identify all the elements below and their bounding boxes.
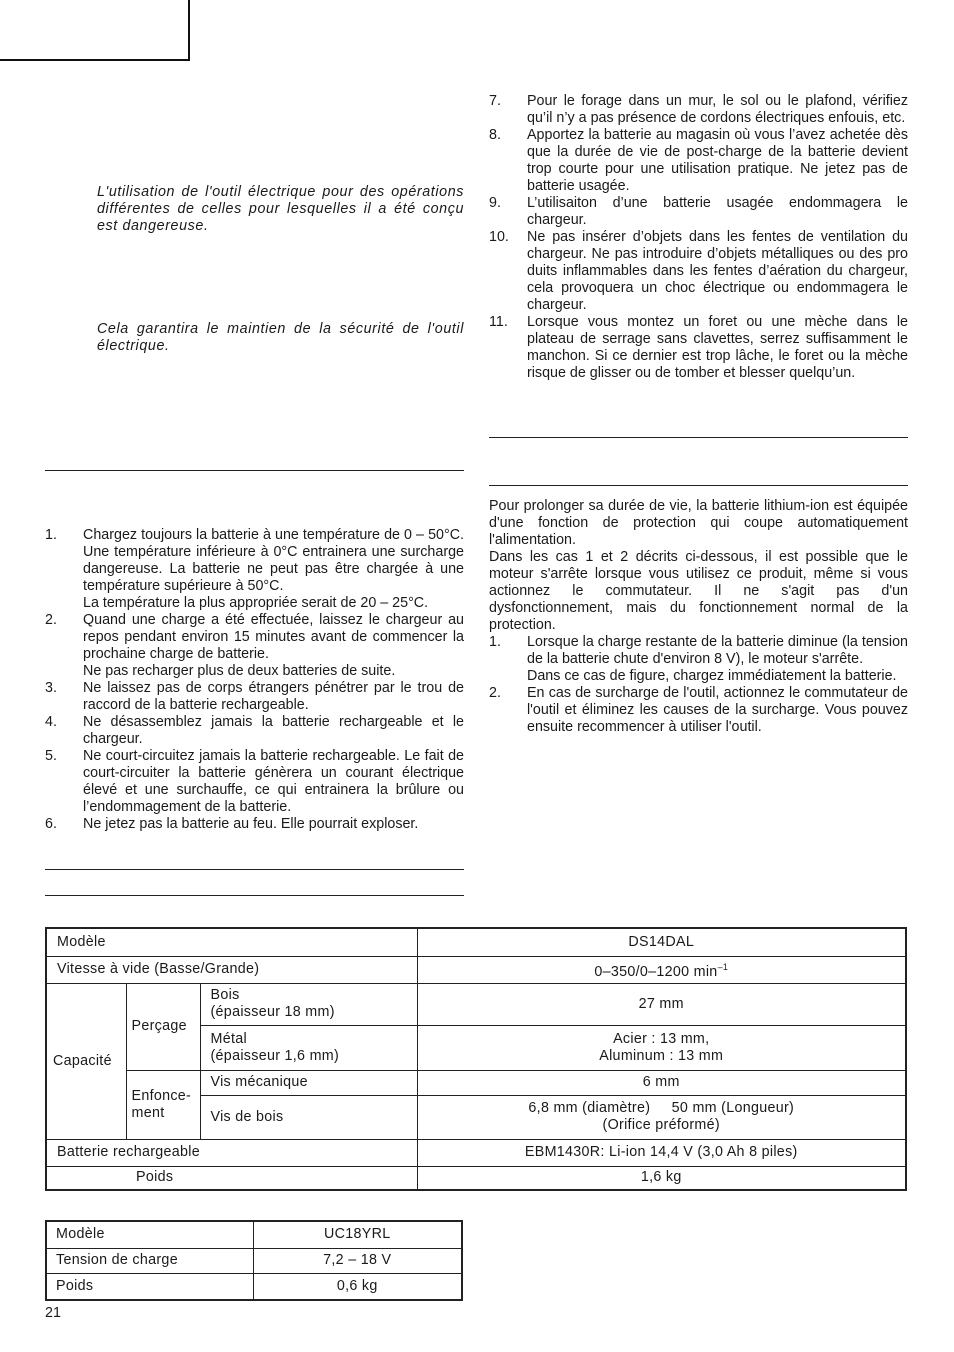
list-item: 1. Chargez toujours la batterie à une température de 0 – 50°C. Une température inférieure à 0°C entrainera une surcharge dangereuse. La batterie ne peut pas être chargée à une température supérieure à 50°C. La température la plus appropriée serait de 20 – 25°C. (45, 527, 464, 611)
list-item: 10. Ne pas insérer d’objets dans les fentes de ventilation du chargeur. Ne pas introduire d’objets métalliques ou des pro duits inflammables dans les fentes d’aération du chargeur, cela provoquera un choc électrique ou endommagera le chargeur. (489, 229, 908, 313)
list-item: 11. Lorsque vous montez un foret ou une mèche dans le plateau de serrage sans clavettes, serrez suffisamment le manchon. Si ce dernier est trop lâche, le foret ou la mèche risque de glisser ou de tomber et blesser quelqu’un. (489, 314, 908, 381)
page-number: 21 (45, 1305, 61, 1321)
tool-spec-table (45, 927, 907, 1191)
table-row: Modèle UC18YRL (46, 1221, 462, 1248)
table-row: Poids 0,6 kg (46, 1273, 462, 1300)
note-text: Cela garantira le maintien de la sécurité de l'outil électrique. (97, 321, 464, 354)
table-row: Tension de charge 7,2 – 18 V (46, 1248, 462, 1273)
protection-para-2: Dans les cas 1 et 2 décrits ci-dessous, il est possible que le moteur s'arrête lorsque vous utilisez ce produit, même si vous actionnez le commutateur. Il ne s'agit pas d'un dysfonctionnement, mais du fonctionnement normal de la protection. (489, 549, 908, 633)
table-row: Enfonce- ment Vis mécanique 6 mm (46, 1070, 906, 1095)
divider (489, 437, 908, 438)
italic-note-1 (97, 184, 464, 235)
table-row: Métal (épaisseur 1,6 mm) Acier : 13 mm, Aluminum : 13 mm (46, 1025, 906, 1070)
italic-note-2 (97, 321, 464, 355)
divider (489, 485, 908, 486)
list-item: 7. Pour le forage dans un mur, le sol ou le plafond, vérifiez qu’il n’y a pas présence de cordons électriques enfouis, etc. (489, 93, 908, 126)
battery-rules (45, 527, 464, 833)
table-row: Capacité Perçage Bois (épaisseur 18 mm) 27 mm (46, 983, 906, 1025)
divider (45, 895, 464, 896)
table-row: Vis de bois 6,8 mm (diamètre) 50 mm (Longueur) (Orifice préformé) (46, 1095, 906, 1139)
table-row: Batterie rechargeable EBM1430R: Li-ion 14,4 V (3,0 Ah 8 piles) (46, 1139, 906, 1166)
list-item: 9. L’utilisaiton d’une batterie usagée endommagera le chargeur. (489, 195, 908, 228)
note-text: L'utilisation de l'outil électrique pour des opérations différentes de celles pour lesquelles il a été conçu est dangereuse. (97, 184, 464, 234)
list-item: 6. Ne jetez pas la batterie au feu. Elle pourrait exploser. (45, 816, 419, 832)
list-item: 4. Ne désassemblez jamais la batterie rechargeable et le chargeur. (45, 714, 464, 747)
protection-para-1: Pour prolonger sa durée de vie, la batterie lithium-ion est équipée d'une fonction de protection qui coupe automatiquement l'alimentation. (489, 498, 908, 548)
table-row: Modèle DS14DAL (46, 928, 906, 956)
divider (45, 869, 464, 870)
right-rules (489, 93, 908, 382)
protection-section (489, 498, 908, 736)
corner-tab (0, 0, 190, 61)
list-item: 8. Apportez la batterie au magasin où vous l’avez achetée dès que la durée de vie de post-charge de la batterie devient trop courte pour une utilisation pratique. Ne jetez pas de batterie usagée. (489, 127, 908, 194)
list-item: 2. En cas de surcharge de l'outil, actionnez le commutateur de l'outil et éliminez les causes de la surcharge. Vous pouvez ensuite recommencer à utiliser l'outil. (489, 685, 908, 735)
list-item: 1. Lorsque la charge restante de la batterie diminue (la tension de la batterie chute d'environ 8 V), le moteur s'arrête. Dans ce cas de figure, chargez immédiatement la batterie. (489, 634, 908, 684)
table-row: Vitesse à vide (Basse/Grande) 0–350/0–1200 $\min^{-1}$ (46, 956, 906, 983)
table-row: Poids 1,6 kg (46, 1166, 906, 1190)
list-item: 2. Quand une charge a été effectuée, laissez le chargeur au repos pendant environ 15 minutes avant de commencer la prochaine charge de batterie. Ne pas recharger plus de deux batteries de suite. (45, 612, 464, 679)
list-item: 5. Ne court-circuitez jamais la batterie rechargeable. Le fait de court-circuiter la batterie génèrera un courant électrique élevé et une surchauffe, ce qui entrainera la brûlure ou l’endommagement de la batterie. (45, 748, 464, 815)
divider (45, 470, 464, 471)
charger-spec-table (45, 1220, 463, 1301)
list-item: 3. Ne laissez pas de corps étrangers pénétrer par le trou de raccord de la batterie rechargeable. (45, 680, 464, 713)
